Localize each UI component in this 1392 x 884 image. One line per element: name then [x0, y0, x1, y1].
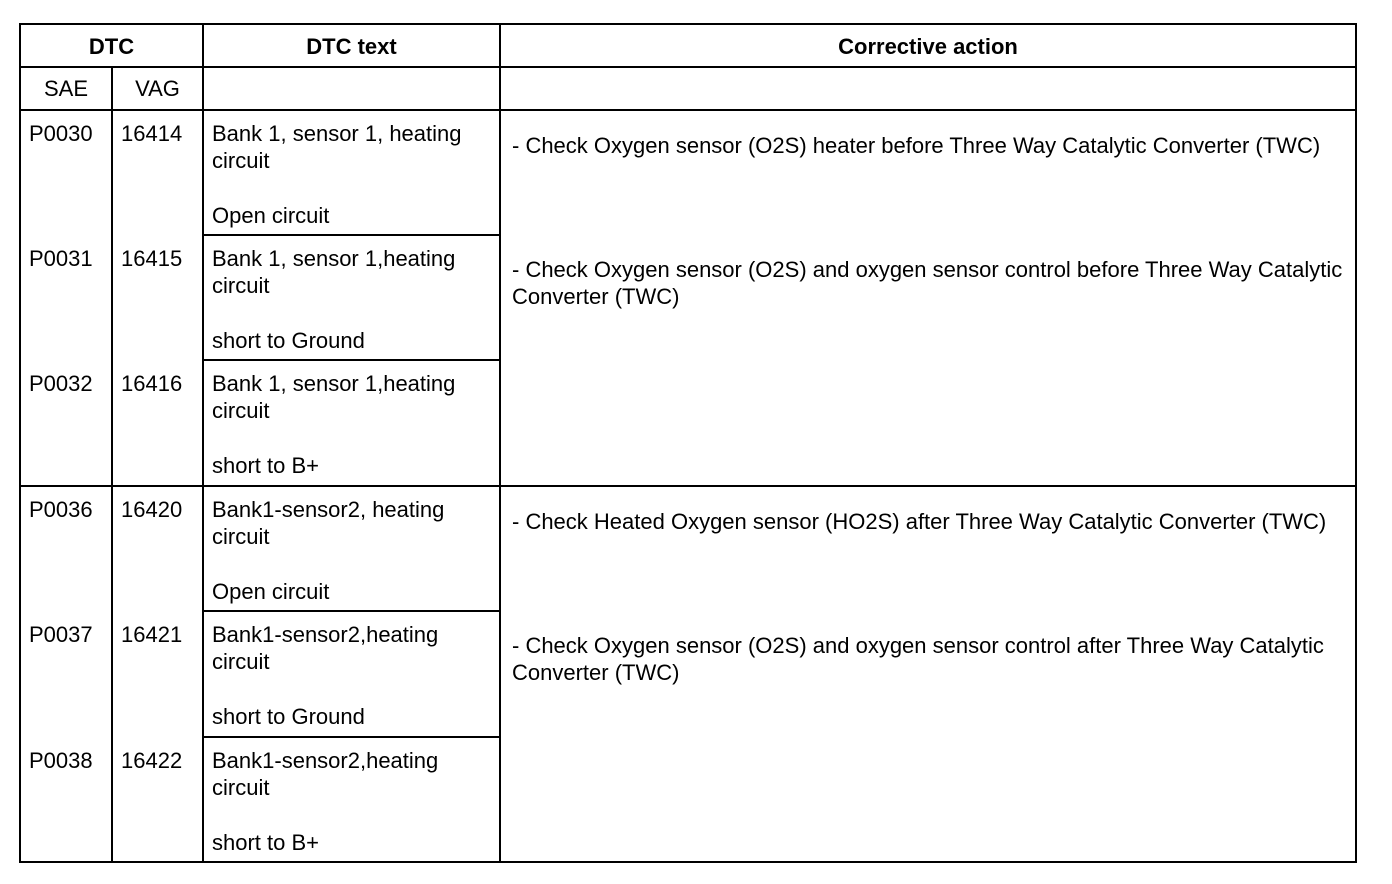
- dtc-table: [19, 23, 1357, 863]
- header-vag: VAG: [135, 76, 180, 101]
- header-dtc: DTC: [88, 34, 135, 59]
- header-dtc-text: DTC text: [306, 34, 397, 59]
- vag-code: 16420: [121, 497, 183, 522]
- row-divider-5: [202, 736, 501, 738]
- row-divider-4: [202, 610, 501, 612]
- dtc-condition: Open circuit: [212, 203, 330, 228]
- vag-code: 16415: [121, 246, 183, 271]
- dtc-condition: short to B+: [212, 830, 320, 855]
- sae-code: P0038: [29, 748, 93, 773]
- row-divider-1: [202, 234, 501, 236]
- corrective-action-control-before-twc: - Check Oxygen sensor (O2S) and oxygen sensor control before Three Way Catalytic Converter (TWC): [512, 257, 1343, 309]
- dtc-condition: Open circuit: [212, 579, 330, 604]
- corrective-action-control-after-twc: - Check Oxygen sensor (O2S) and oxygen sensor control after Three Way Catalytic Converter (TWC): [512, 633, 1324, 685]
- vag-code: 16421: [121, 622, 183, 647]
- dtc-description: Bank1-sensor2,heating circuit: [212, 748, 439, 800]
- corrective-action-heater-before-twc: - Check Oxygen sensor (O2S) heater before Three Way Catalytic Converter (TWC): [512, 133, 1321, 158]
- sae-code: P0037: [29, 622, 93, 647]
- row-divider-2: [202, 359, 501, 361]
- dtc-description: Bank 1, sensor 1, heating circuit: [212, 121, 462, 173]
- col-divider-sae-vag: [111, 67, 113, 861]
- sae-code: P0032: [29, 371, 93, 396]
- row-divider-header: [21, 66, 1355, 68]
- corrective-action-heater-after-twc: - Check Heated Oxygen sensor (HO2S) after Three Way Catalytic Converter (TWC): [512, 509, 1327, 534]
- dtc-description: Bank 1, sensor 1,heating circuit: [212, 246, 456, 298]
- sae-code: P0036: [29, 497, 93, 522]
- dtc-description: Bank1-sensor2, heating circuit: [212, 497, 445, 549]
- vag-code: 16422: [121, 748, 183, 773]
- sae-code: P0030: [29, 121, 93, 146]
- dtc-condition: short to B+: [212, 453, 320, 478]
- header-corrective-action: Corrective action: [838, 34, 1018, 59]
- sae-code: P0031: [29, 246, 93, 271]
- header-sae: SAE: [43, 76, 89, 101]
- dtc-description: Bank1-sensor2,heating circuit: [212, 622, 439, 674]
- dtc-condition: short to Ground: [212, 704, 365, 729]
- vag-code: 16416: [121, 371, 183, 396]
- dtc-condition: short to Ground: [212, 328, 365, 353]
- dtc-description: Bank 1, sensor 1,heating circuit: [212, 371, 456, 423]
- row-divider-group: [21, 485, 1355, 487]
- row-divider-subheader: [21, 109, 1355, 111]
- vag-code: 16414: [121, 121, 183, 146]
